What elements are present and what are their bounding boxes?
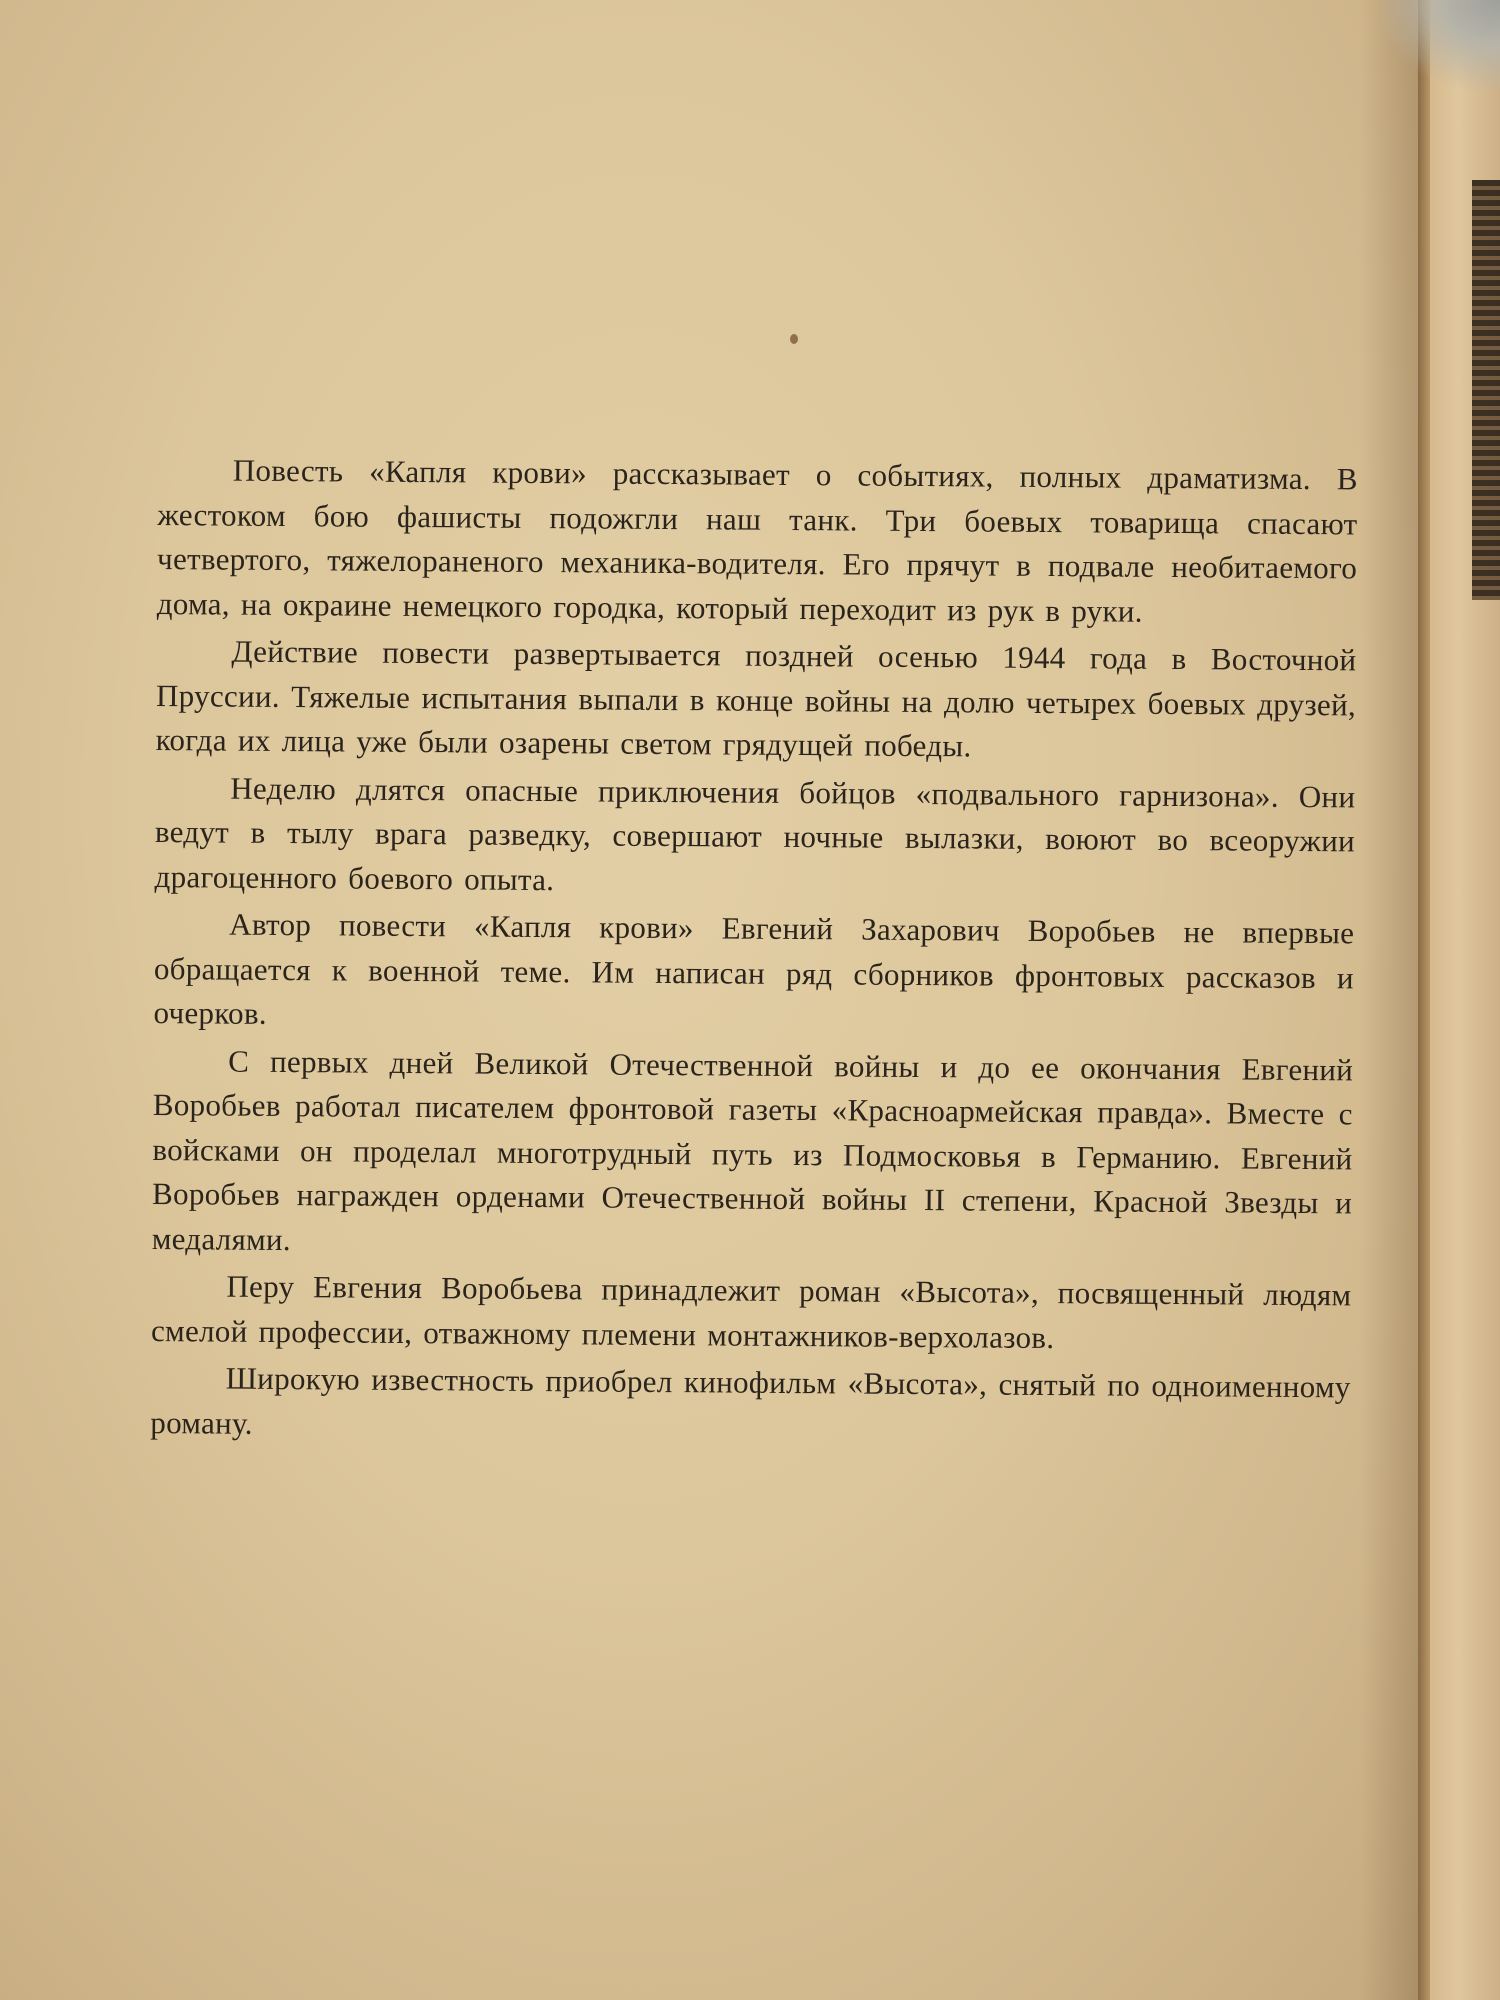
paper-speck <box>790 334 798 344</box>
paragraph-plot: Повесть «Капля крови» рассказывает о событиях, полных драматизма. В жестоком бою фашисты подожгли наш танк. Три боевых товарища спасают четвертого, тяжелораненого механика-водителя. Его прячут в подвале необитаемого дома, на окраине немецкого городка, который переходит из рук в руки. <box>156 452 1358 629</box>
paragraph-novel: Перу Евгения Воробьева принадлежит роман «Высота», посвященный людям смелой профессии, отважному племени монтажников-верхолазов. <box>150 1268 1352 1355</box>
next-page-edge <box>1430 0 1500 2000</box>
book-gutter <box>1418 0 1430 2000</box>
cover-ornament <box>1472 180 1500 600</box>
paragraph-author: Автор повести «Капля крови» Евгений Захарович Воробьев не впервые обращается к военной теме. Им написан ряд сборников фронтовых рассказов и очерков. <box>153 906 1355 1031</box>
paragraph-setting: Действие повести развертывается поздней осенью 1944 года в Восточной Пруссии. Тяжелые испытания выпали в конце войны на долю четырех боевых друзей, когда их лица уже были озарены светом грядущей победы. <box>155 633 1357 764</box>
paragraph-film: Широкую известность приобрел кинофильм «Высота», снятый по одноименному роману. <box>150 1360 1351 1441</box>
paragraph-war-career: С первых дней Великой Отечественной войны и до ее окончания Евгений Воробьев работал писателем фронтовой газеты «Красноармейская правда». Вместе с войсками он проделал многотрудный путь из Подмосковья в Германию. Евгений Воробьев награжден орденами Отечественной войны II степени, Красной Звезды и медалями. <box>151 1043 1354 1257</box>
paragraph-adventures: Неделю длятся опасные приключения бойцов «подвального гарнизона». Они ведут в тылу врага разведку, совершают ночные вылазки, воюют во всеоружии драгоценного боевого опыта. <box>154 770 1356 897</box>
annotation-text <box>150 448 1358 1457</box>
background-corner <box>1380 0 1500 90</box>
